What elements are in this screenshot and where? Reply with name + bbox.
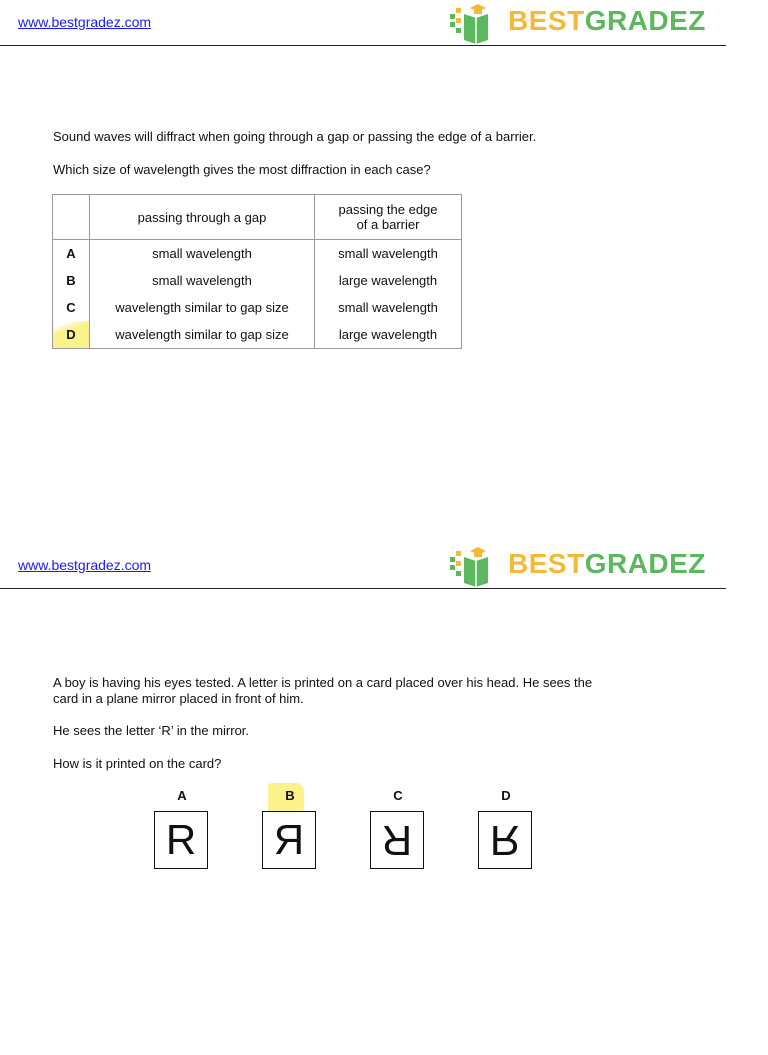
card-b-letter-mirrored: R (273, 816, 305, 863)
choice-label-d: D (501, 788, 511, 803)
logo-best: BEST (508, 5, 585, 36)
logo-gradez: GRADEZ (584, 548, 706, 579)
header-divider (0, 588, 726, 589)
row-edge: large wavelength (338, 273, 438, 288)
card-a (154, 811, 208, 869)
card-b (262, 811, 316, 869)
table-row (53, 294, 462, 321)
question-text: Sound waves will diffract when going through a gap or passing the edge of a barrier. (53, 129, 537, 144)
bestgradez-logo (446, 543, 716, 589)
logo-book-icon (446, 543, 506, 589)
logo-gradez: GRADEZ (584, 5, 706, 36)
question-prompt: How is it printed on the card? (53, 756, 222, 771)
question-prompt: Which size of wavelength gives the most diffraction in each case? (53, 162, 431, 177)
options-table (52, 194, 462, 349)
header-edge-line2: of a barrier (356, 217, 420, 232)
table-row (53, 267, 462, 294)
site-link[interactable]: www.bestgradez.com (18, 14, 152, 30)
choice-label-b: B (285, 788, 295, 803)
row-edge: small wavelength (338, 300, 438, 315)
table-header-empty (53, 195, 90, 240)
page-2 (0, 543, 768, 1055)
choice-label-c: C (393, 788, 403, 803)
question-text-line3: He sees the letter ‘R’ in the mirror. (53, 723, 250, 738)
table-header-edge (315, 195, 462, 240)
card-c-letter-rotated: R (381, 817, 413, 864)
row-letter: B (53, 267, 90, 294)
choice-label-a: A (177, 788, 187, 803)
table-header-gap: passing through a gap (90, 195, 315, 240)
logo-book-icon (446, 0, 506, 46)
row-gap: wavelength similar to gap size (90, 321, 315, 349)
question-text-line2: card in a plane mirror placed in front of him. (53, 691, 304, 706)
logo-wordmark (508, 5, 706, 37)
card-d-letter-flipped: R (489, 817, 521, 864)
row-gap: small wavelength (90, 240, 315, 268)
bestgradez-logo (446, 0, 716, 46)
card-d (478, 811, 532, 869)
row-gap: wavelength similar to gap size (90, 294, 315, 321)
logo-best: BEST (508, 548, 585, 579)
header-edge-line1: passing the edge (338, 202, 438, 217)
card-a-letter: R (165, 816, 197, 863)
table-row (53, 240, 462, 268)
row-letter-highlighted: D (53, 321, 90, 349)
row-edge: small wavelength (338, 246, 438, 261)
row-letter: C (53, 294, 90, 321)
header-divider (0, 45, 726, 46)
row-gap: small wavelength (90, 267, 315, 294)
card-c (370, 811, 424, 869)
question-text-line1: A boy is having his eyes tested. A letter is printed on a card placed over his head. He sees the (53, 675, 593, 690)
page-1 (0, 0, 768, 512)
row-letter: A (53, 240, 90, 268)
row-edge: large wavelength (338, 327, 438, 342)
site-link[interactable]: www.bestgradez.com (18, 557, 152, 573)
table-row (53, 321, 462, 349)
logo-wordmark (508, 548, 706, 580)
